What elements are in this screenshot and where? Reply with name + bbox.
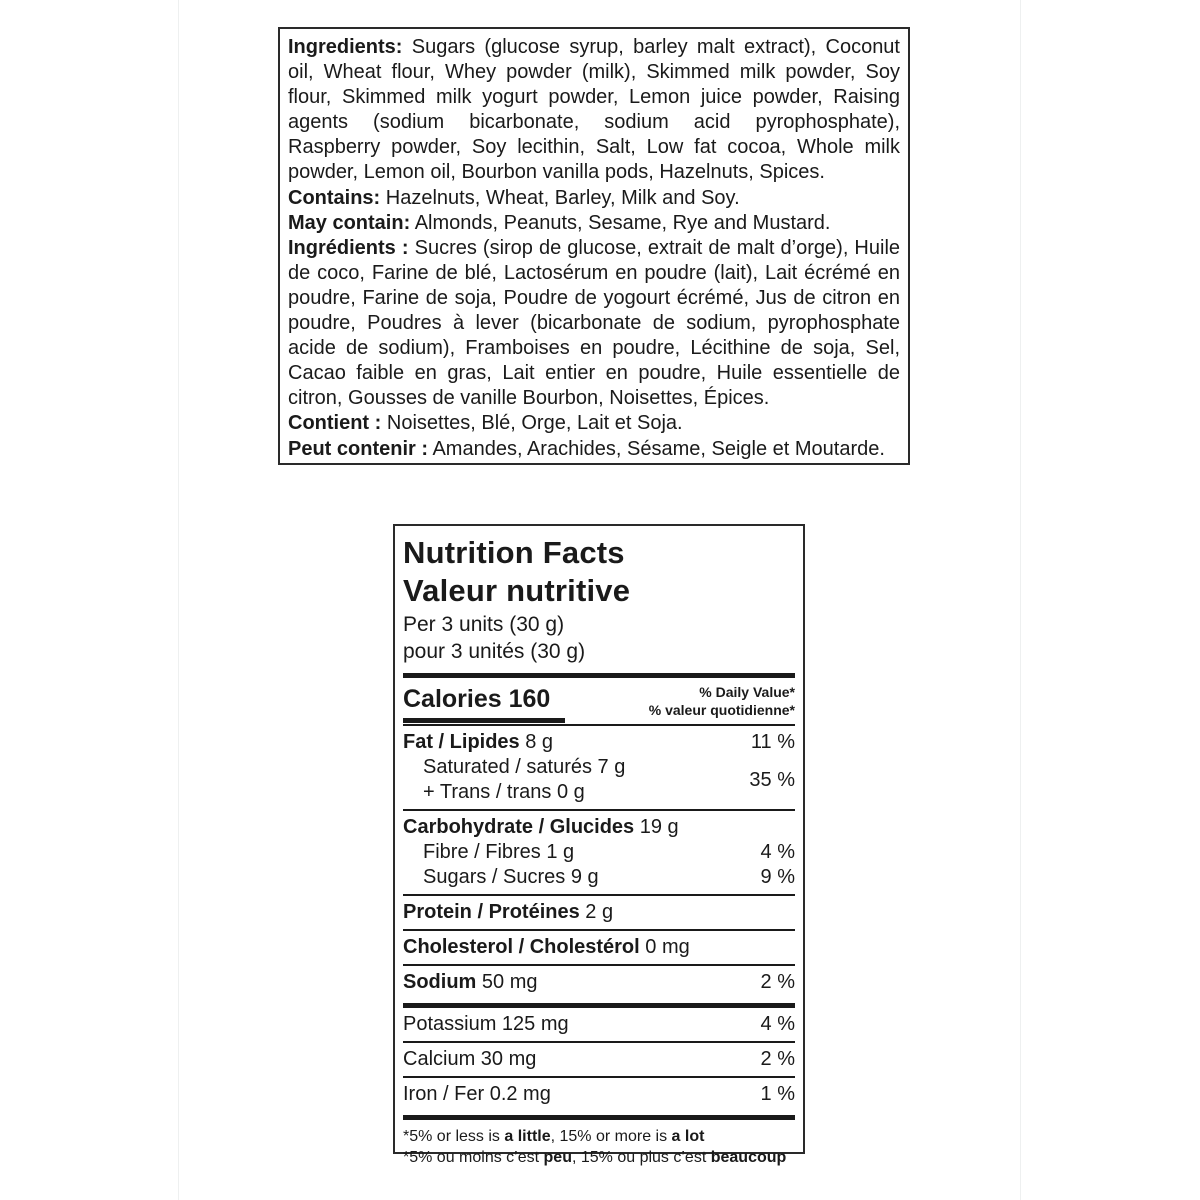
calcium-percent: 2 % [760,1048,795,1070]
footnote-en-c: , 15% or more is [550,1128,672,1145]
may-contain-label: May contain: [288,211,411,234]
contains-fr-text: Noisettes, Blé, Orge, Lait et Soja. [386,412,683,435]
carb-label: Carbohydrate / Glucides [403,816,635,838]
saturated-label: Saturated / saturés 7 g [423,756,626,778]
daily-value-header [649,678,795,719]
protein-row [403,900,795,925]
iron-percent: 1 % [760,1083,795,1105]
sodium-amount: 50 mg [481,971,538,993]
sugars-percent: 9 % [760,866,795,888]
protein-label: Protein / Protéines [403,901,580,923]
contains-label: Contains: [288,186,381,209]
trans-label: + Trans / trans 0 g [423,781,585,803]
contains-text: Hazelnuts, Wheat, Barley, Milk and Soy. [385,186,740,209]
calories-value: Calories 160 [403,685,551,713]
potassium-group [403,1008,795,1041]
cholesterol-row [403,935,795,960]
ingredients-panel [278,27,910,465]
nutrition-title-fr: Valeur nutritive [403,573,631,608]
footnote-fr-a: *5% ou moins c’est [403,1149,544,1166]
serving-size-fr: pour 3 unités (30 g) [403,640,586,663]
footnote-en-d: a lot [671,1128,705,1145]
fat-group [403,726,795,809]
contains-french [288,411,900,436]
fat-amount: 8 g [525,731,554,753]
footnote-fr-c: , 15% ou plus c’est [571,1149,711,1166]
sodium-label: Sodium [403,971,477,993]
daily-value-fr: % valeur quotidienne* [648,702,795,718]
footnote-en [403,1126,795,1147]
may-contain-french [288,437,900,462]
may-contain-text: Almonds, Peanuts, Sesame, Rye and Mustard. [414,211,831,234]
ingredients-french [288,236,900,412]
footnote-fr-b: peu [543,1149,572,1166]
fibre-percent: 4 % [760,841,795,863]
may-contain-fr-label: Peut contenir : [288,437,429,460]
fibre-label: Fibre / Fibres 1 g [423,841,575,863]
ingredients-fr-label: Ingrédients : [288,236,409,259]
may-contain-fr-text: Amandes, Arachides, Sésame, Seigle et Moutarde. [432,437,885,460]
sugars-row [403,865,795,890]
footnote-en-a: *5% or less is [403,1128,505,1145]
serving-size-en: Per 3 units (30 g) [403,613,565,636]
iron-label: Iron / Fer 0.2 mg [403,1083,551,1105]
fat-label: Fat / Lipides [403,731,520,753]
sodium-group [403,966,795,999]
footnote-fr-d: beaucoup [710,1149,787,1166]
sugars-label: Sugars / Sucres 9 g [423,866,599,888]
page-edge-left [178,0,179,1200]
fat-row [403,730,795,755]
page-edge-right [1020,0,1021,1200]
iron-group [403,1078,795,1111]
nutrition-title-en: Nutrition Facts [403,535,625,570]
ingredients-english [288,35,900,186]
protein-group [403,896,795,929]
fat-percent: 11 % [750,731,795,753]
cholesterol-amount: 0 mg [645,936,690,958]
footnote-fr [403,1147,795,1168]
sodium-row [403,970,795,995]
contains-english [288,186,900,211]
iron-row [403,1082,795,1107]
sat-trans-percent: 35 % [749,769,795,791]
ingredients-fr-text: Sucres (sirop de glucose, extrait de malt d’orge), Huile de coco, Farine de blé, Lactosérum en poudre (lait), Lait écrémé en poudre, Farine de soja, Poudre de yogourt écrémé, Jus de citron en poudre, Poudres à lever (bicarbonate de sodium, pyrophosphate acide de sodium), Framboises en poudre, Lécithine de soja, Sel, Cacao faible en gras, Lait entier en poudre, Huile essentielle de citron, Gousses de vanille Bourbon, Noisettes, Épices. [288,236,901,410]
calories-underline [403,718,565,723]
calories-row [403,678,795,724]
carb-row [403,815,795,840]
calcium-label: Calcium 30 mg [403,1048,537,1070]
ingredients-label: Ingredients: [288,36,403,58]
potassium-label: Potassium 125 mg [403,1013,569,1035]
daily-value-en: % Daily Value* [699,684,795,700]
footnote [403,1120,795,1168]
may-contain-english [288,211,900,236]
cholesterol-group [403,931,795,964]
cholesterol-label: Cholesterol / Cholestérol [403,936,640,958]
carb-group [403,811,795,894]
nutrition-facts-table [393,524,805,1166]
fibre-row [403,840,795,865]
footnote-en-b: a little [504,1128,551,1145]
potassium-row [403,1012,795,1037]
potassium-percent: 4 % [760,1013,795,1035]
calcium-group [403,1043,795,1076]
protein-amount: 2 g [585,901,614,923]
ingredients-text: Sugars (glucose syrup, barley malt extract), Coconut oil, Wheat flour, Whey powder (milk), Skimmed milk powder, Soy flour, Skimmed milk yogurt powder, Lemon juice powder, Raising agents (sodium bicarbonate, sodium acid pyrophosphate), Raspberry powder, Soy lecithin, Salt, Low fat cocoa, Whole milk powder, Lemon oil, Bourbon vanilla pods, Hazelnuts, Spices. [288,36,900,184]
sodium-percent: 2 % [760,971,795,993]
contains-fr-label: Contient : [288,412,382,435]
calcium-row [403,1047,795,1072]
carb-amount: 19 g [639,816,679,838]
